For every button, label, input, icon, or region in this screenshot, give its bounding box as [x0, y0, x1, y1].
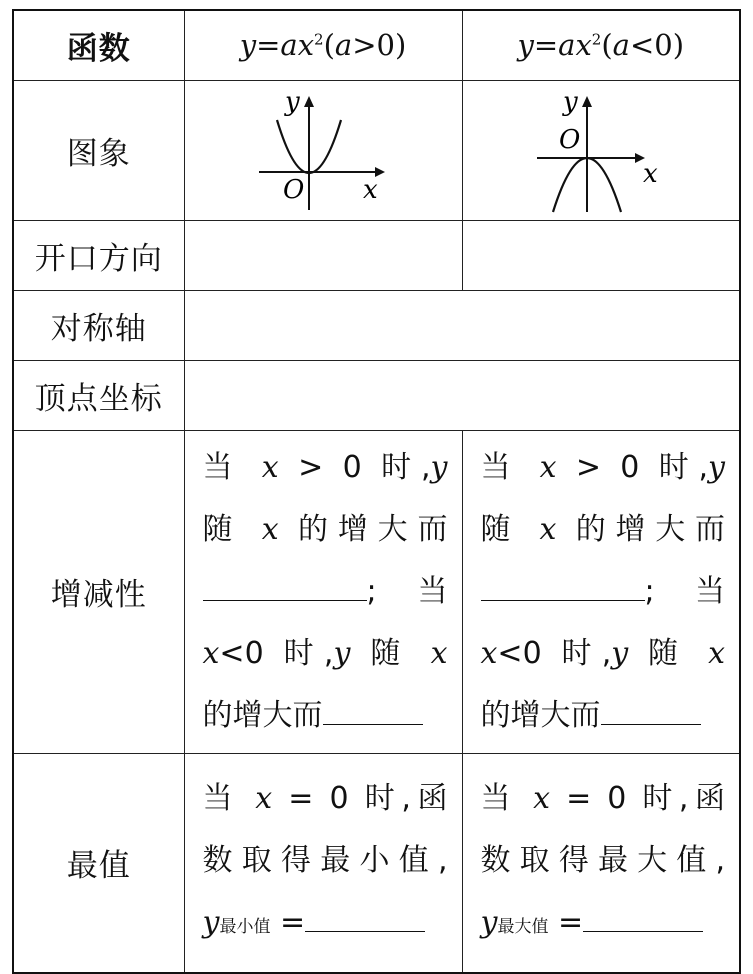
y-axis-label: y — [285, 87, 300, 117]
parabola-properties-table — [12, 9, 741, 974]
opening-answer-positive[interactable] — [184, 220, 462, 290]
opening-answer-negative[interactable] — [462, 220, 740, 290]
x-axis-label: x — [363, 175, 378, 205]
x-axis-label: x — [642, 159, 658, 189]
blank-max-value[interactable] — [583, 904, 703, 932]
opening-label: 开口方向 — [13, 220, 184, 290]
downward-parabola-graph — [531, 86, 671, 214]
blank-decrease-negative[interactable] — [601, 697, 701, 725]
extremum-label: 最值 — [13, 753, 184, 973]
y-axis-label: y — [562, 87, 578, 117]
vertex-row — [13, 360, 740, 430]
graph-upward — [184, 80, 462, 220]
y-axis-arrow — [582, 96, 592, 107]
header-label: 函数 — [13, 10, 184, 80]
graph-row — [13, 80, 740, 220]
monotonic-positive: 当 x > 0 时,y 随 x 的增大而 ;当 x<0 时,y 随 x 的增大而 — [184, 430, 462, 753]
header-formula-positive: $y=ax^2(a>0)$ — [184, 10, 462, 80]
monotonic-label: 增减性 — [13, 430, 184, 753]
monotonic-negative: 当 x > 0 时,y 随 x 的增大而 ;当 x<0 时,y 随 x 的增大而 — [462, 430, 740, 753]
vertex-answer[interactable] — [184, 360, 740, 430]
blank-increase-positive[interactable] — [203, 573, 367, 601]
monotonic-row — [13, 430, 740, 753]
blank-decrease-positive[interactable] — [323, 697, 423, 725]
extremum-row — [13, 753, 740, 973]
header-row — [13, 10, 740, 80]
graph-label: 图象 — [13, 80, 184, 220]
opening-row — [13, 220, 740, 290]
origin-label: O — [558, 125, 581, 155]
blank-increase-negative[interactable] — [481, 573, 645, 601]
blank-min-value[interactable] — [305, 904, 425, 932]
upward-parabola-graph — [253, 86, 393, 214]
extremum-positive: 当 x = 0 时,函 数取得最小值, y最小值 = — [184, 753, 462, 973]
graph-downward — [462, 80, 740, 220]
axis-row — [13, 290, 740, 360]
y-axis-arrow — [304, 96, 314, 107]
vertex-label: 顶点坐标 — [13, 360, 184, 430]
axis-label: 对称轴 — [13, 290, 184, 360]
origin-label: O — [283, 175, 305, 205]
extremum-negative: 当 x = 0 时,函 数取得最大值, y最大值 = — [462, 753, 740, 973]
header-formula-negative: $y=ax^2(a<0)$ — [462, 10, 740, 80]
axis-answer[interactable] — [184, 290, 740, 360]
